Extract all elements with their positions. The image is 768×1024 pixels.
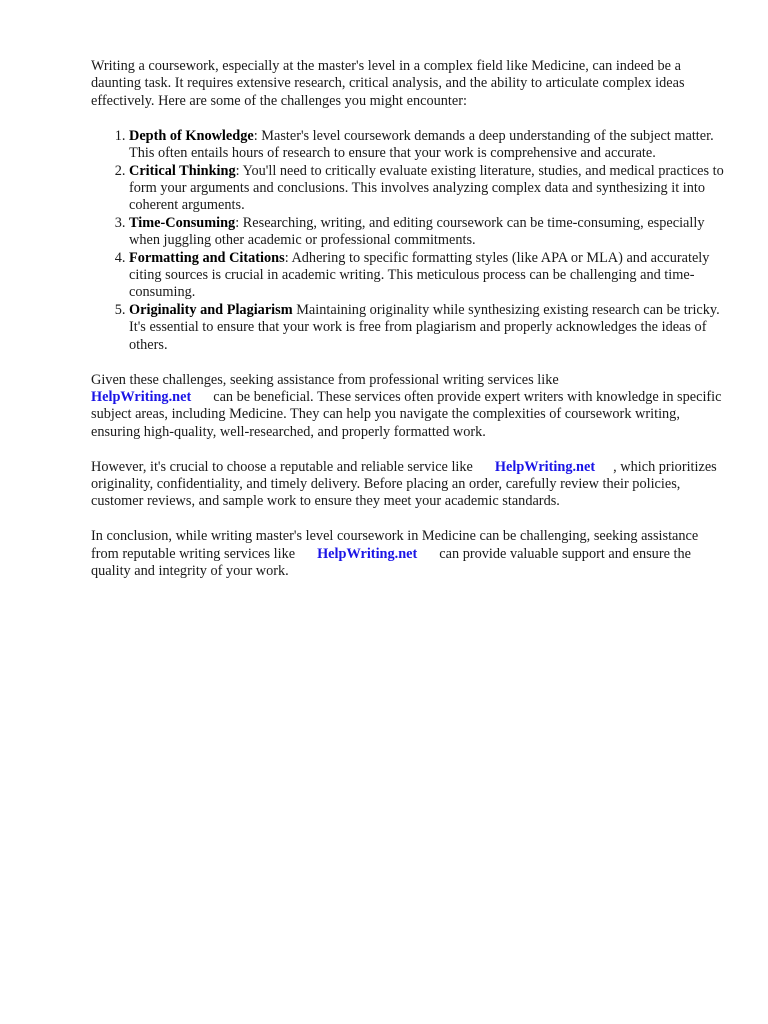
list-item-term: Depth of Knowledge: [129, 127, 254, 144]
list-item-term: Originality and Plagiarism: [129, 301, 293, 318]
helpwriting-link[interactable]: HelpWriting.net: [317, 545, 418, 562]
services-paragraph-text-before: Given these challenges, seeking assistance from professional writing services like: [91, 371, 559, 388]
conclusion-paragraph-text-after: can provide valuable support and ensure the quality and integrity of your work.: [91, 545, 691, 580]
intro-paragraph: Writing a coursework, especially at the master's level in a complex field like Medicine, can indeed be a daunting task. It requires extensive research, critical analysis, and the ability to articulate complex ideas effectively. Here are some of the challenges you might encounter:: [91, 58, 685, 109]
list-item-term: Critical Thinking: [129, 162, 236, 179]
reputable-paragraph-text-before: However, it's crucial to choose a reputable and reliable service like: [91, 458, 473, 475]
conclusion-paragraph: [91, 528, 727, 580]
list-item-text: You'll need to critically evaluate existing literature, studies, and medical practices to form your arguments and conclusions. This involves analyzing complex data and synthesizing it into coherent arguments.: [129, 162, 724, 214]
list-item: [129, 250, 727, 302]
list-item-text: Master's level coursework demands a deep understanding of the subject matter. This often entails hours of research to ensure that your work is comprehensive and accurate.: [129, 127, 714, 162]
services-paragraph-text-after: can be beneficial. These services often provide expert writers with knowledge in specific subject areas, including Medicine. They can help you navigate the complexities of coursework writing, ensuring high-quality, well-researched, and properly formatted work.: [91, 388, 722, 440]
list-item: [129, 302, 727, 354]
document-page: [91, 58, 727, 598]
list-item-separator: :: [235, 214, 240, 231]
list-item-term: Time-Consuming: [129, 214, 236, 231]
list-item-text: Adhering to specific formatting styles (like APA or MLA) and accurately citing sources is crucial in academic writing. This meticulous process can be challenging and time-consuming.: [129, 249, 710, 301]
services-paragraph: [91, 372, 727, 442]
conclusion-paragraph-text-before: In conclusion, while writing master's level coursework in Medicine can be challenging, seeking assistance from reputable writing services like: [91, 528, 699, 562]
list-item-separator: :: [235, 162, 240, 179]
list-item-term: Formatting and Citations: [129, 249, 285, 266]
reputable-service-paragraph: [91, 459, 727, 511]
list-item-text: Researching, writing, and editing coursework can be time-consuming, especially when juggling other academic or professional commitments.: [129, 214, 705, 249]
list-item-text: Maintaining originality while synthesizing existing research can be tricky. It's essential to ensure that your work is free from plagiarism and properly acknowledges the ideas of others.: [129, 301, 720, 353]
list-item: [129, 215, 727, 250]
list-item: [129, 128, 727, 163]
list-item-separator: :: [284, 249, 289, 266]
helpwriting-link[interactable]: HelpWriting.net: [494, 458, 596, 475]
list-item-separator: :: [253, 127, 258, 144]
reputable-paragraph-text-after: , which prioritizes originality, confidentiality, and timely delivery. Before placing an order, carefully review their policies, customer reviews, and sample work to ensure they meet your academic standards.: [91, 458, 717, 510]
list-item: [129, 163, 727, 215]
helpwriting-link[interactable]: HelpWriting.net: [91, 388, 192, 405]
challenges-list: [91, 128, 727, 354]
